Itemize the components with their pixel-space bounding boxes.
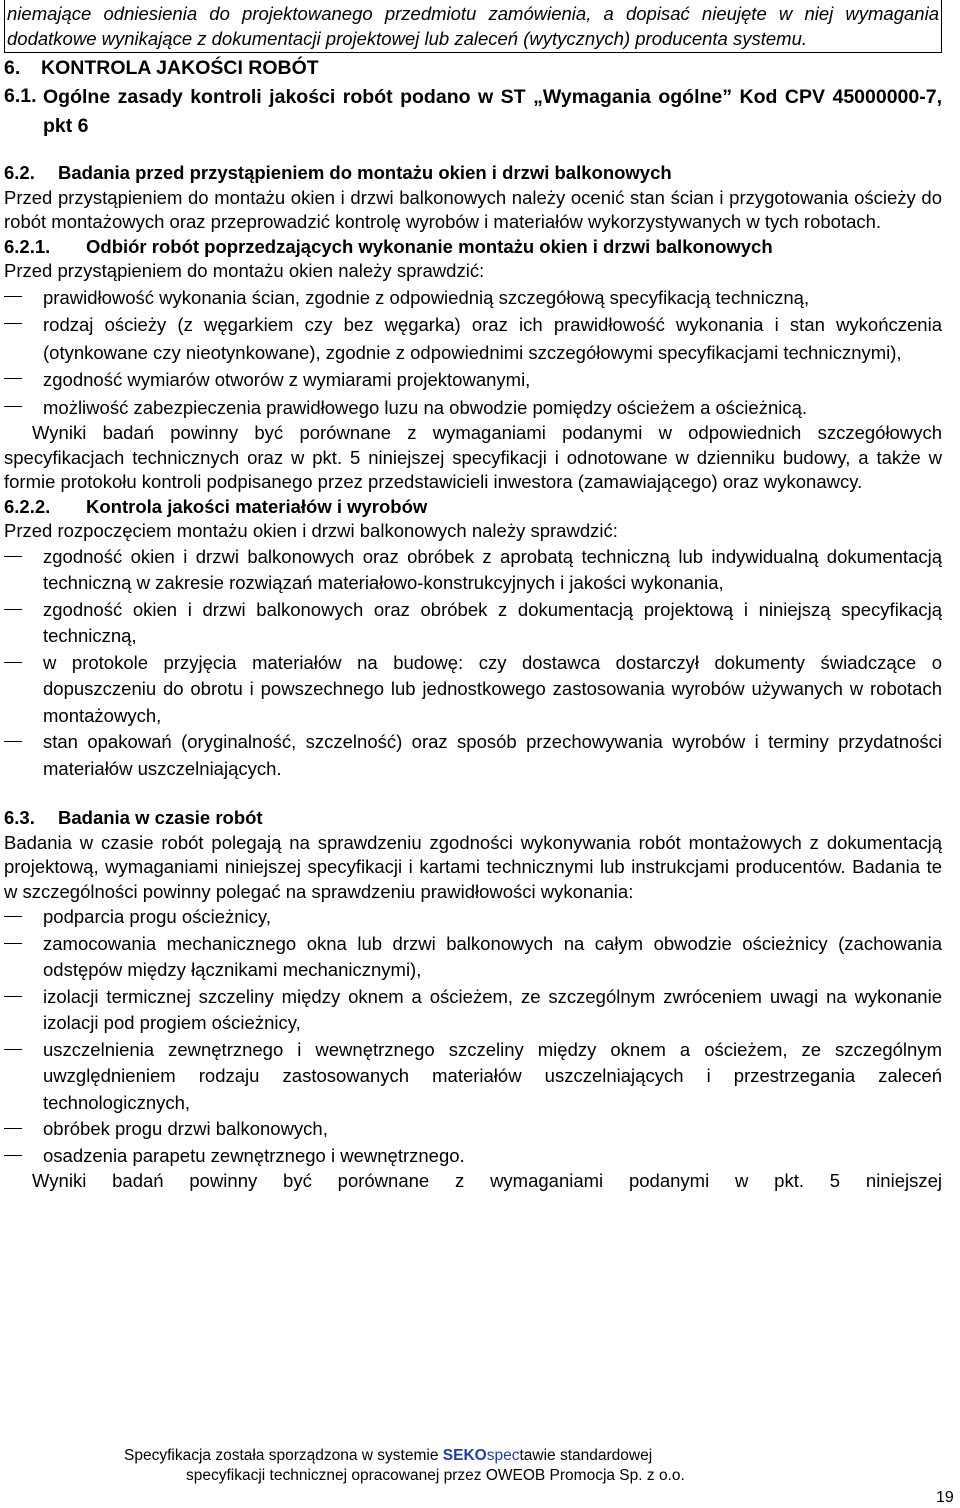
sekospec-logo-seko: SEKO [442, 1447, 487, 1464]
section-6-2-paragraph: Przed przystąpieniem do montażu okien i drzwi balkonowych należy ocenić stan ścian i przygotowania ościeży do robót montażowych oraz przeprowadzić kontrolę wyrobów i materiałów wykorzystywanych w tych robotach. [4, 186, 942, 232]
list-item: izolacji termicznej szczeliny między oknem a ościeżem, ze szczególnym zwróceniem uwagi na wykonanie izolacji pod progiem ościeżnicy, [4, 984, 942, 1037]
section-6-3-number: 6.3. [4, 807, 35, 828]
list-item: osadzenia parapetu zewnętrznego i wewnętrznego. [4, 1143, 942, 1170]
list-item: podparcia progu ościeżnicy, [4, 904, 942, 931]
section-6-number: 6. [4, 57, 21, 79]
list-item: zgodność okien i drzwi balkonowych oraz obróbek z dokumentacją projektową i niniejszą specyfikacją techniczną, [4, 597, 942, 650]
section-6-2-2-intro: Przed rozpoczęciem montażu okien i drzwi balkonowych należy sprawdzić: [4, 520, 618, 541]
footer-line-1-prefix: Specyfikacja została sporządzona w systemie [124, 1447, 443, 1464]
section-6-2-number: 6.2. [4, 162, 35, 183]
list-item: możliwość zabezpieczenia prawidłowego luzu na obwodzie pomiędzy ościeżem a ościeżnicą. [4, 394, 942, 422]
list-item: obróbek progu drzwi balkonowych, [4, 1116, 942, 1143]
list-item: rodzaj ościeży (z węgarkiem czy bez węgarka) oraz ich prawidłowość wykonania i stan wykończenia (otynkowane czy nieotynkowane), zgodnie z odpowiednimi szczegółowymi specyfikacjami technicznymi), [4, 311, 942, 366]
sekospec-logo-spec: spec [486, 1447, 520, 1464]
section-6-2-1-number: 6.2.1. [4, 235, 51, 257]
section-6-1-number: 6.1. [4, 85, 37, 107]
section-6-3-outro: Wyniki badań powinny być porównane z wymaganiami podanymi w pkt. 5 niniejszej [32, 1170, 942, 1191]
section-6-2-1-list [4, 284, 942, 422]
section-6-heading [4, 55, 942, 81]
list-item: zamocowania mechanicznego okna lub drzwi balkonowych na całym obwodzie ościeżnicy (zachowania odstępów między łącznikami mechanicznymi), [4, 931, 942, 984]
footer-line-1 [124, 1446, 652, 1466]
section-6-title: KONTROLA JAKOŚCI ROBÓT [41, 57, 319, 79]
section-6-2-2-number: 6.2.2. [4, 495, 51, 517]
section-6-2-title: Badania przed przystąpieniem do montażu okien i drzwi balkonowych [58, 162, 672, 183]
page-number: 19 [936, 1489, 954, 1506]
section-6-3-heading [4, 806, 942, 831]
footer-line-1-suffix: tawie standardowej [519, 1447, 653, 1464]
section-6-2-heading [4, 161, 942, 186]
list-item: prawidłowość wykonania ścian, zgodnie z odpowiednią szczegółową specyfikacją techniczną, [4, 284, 942, 312]
section-6-2-1-heading [4, 235, 942, 260]
footer-line-2: specyfikacji technicznej opracowanej przez OWEOB Promocja Sp. z o.o. [186, 1467, 685, 1484]
section-6-2-2-title: Kontrola jakości materiałów i wyrobów [86, 495, 428, 517]
top-note-text: niemające odniesienia do projektowanego przedmiotu zamówienia, a dopisać nieujęte w niej wymagania dodatkowe wynikające z dokumentacji projektowej lub zaleceń (wytycznych) producenta systemu. [7, 3, 939, 49]
section-6-2-2-list [4, 544, 942, 783]
section-6-2-1-outro: Wyniki badań powinny być porównane z wymaganiami podanymi w odpowiednich szczegółowych specyfikacjach technicznych oraz w pkt. 5 niniejszej specyfikacji i odnotowane w dzienniku budowy, a także w formie protokołu kontroli podpisanego przez przedstawicieli inwestora (zamawiającego) oraz wykonawcy. [4, 422, 942, 492]
section-6-2-2-heading [4, 495, 942, 520]
list-item: stan opakowań (oryginalność, szczelność) oraz sposób przechowywania wyrobów i terminy przydatności materiałów uszczelniających. [4, 729, 942, 782]
section-6-3-intro: Badania w czasie robót polegają na sprawdzeniu zgodności wykonywania robót montażowych z dokumentacją projektową, wymaganiami niniejszej specyfikacji i kartami technicznymi lub instrukcjami producentów. Badania te w szczególności powinny polegać na sprawdzeniu prawidłowości wykonania: [4, 831, 942, 902]
section-6-1-heading [4, 83, 942, 141]
list-item: uszczelnienia zewnętrznego i wewnętrznego szczeliny między oknem a ościeżem, ze szczególnym uwzględnieniem rodzaju zastosowanych materiałów uszczelniających i przestrzegania zaleceń technologicznych, [4, 1037, 942, 1117]
document-page [4, 0, 942, 1194]
list-item: zgodność okien i drzwi balkonowych oraz obróbek z aprobatą techniczną lub indywidualną dokumentacją techniczną w zakresie rozwiązań materiałowo-konstrukcyjnych i jakości wykonania, [4, 544, 942, 597]
section-6-2-1-intro: Przed przystąpieniem do montażu okien należy sprawdzić: [4, 260, 485, 281]
list-item: w protokole przyjęcia materiałów na budowę: czy dostawca dostarczył dokumenty świadczące o dopuszczeniu do obrotu i powszechnego lub jednostkowego zastosowania wyrobów używanych w robotach montażowych, [4, 650, 942, 730]
section-6-3-title: Badania w czasie robót [58, 807, 263, 828]
top-note-box [4, 0, 942, 53]
section-6-1-title: Ogólne zasady kontroli jakości robót podano w ST „Wymagania ogólne” Kod CPV 45000000-7, pkt 6 [43, 86, 942, 137]
section-6-2-1-title: Odbiór robót poprzedzających wykonanie montażu okien i drzwi balkonowych [86, 235, 773, 257]
section-6-3-list [4, 904, 942, 1169]
list-item: zgodność wymiarów otworów z wymiarami projektowanymi, [4, 366, 942, 394]
